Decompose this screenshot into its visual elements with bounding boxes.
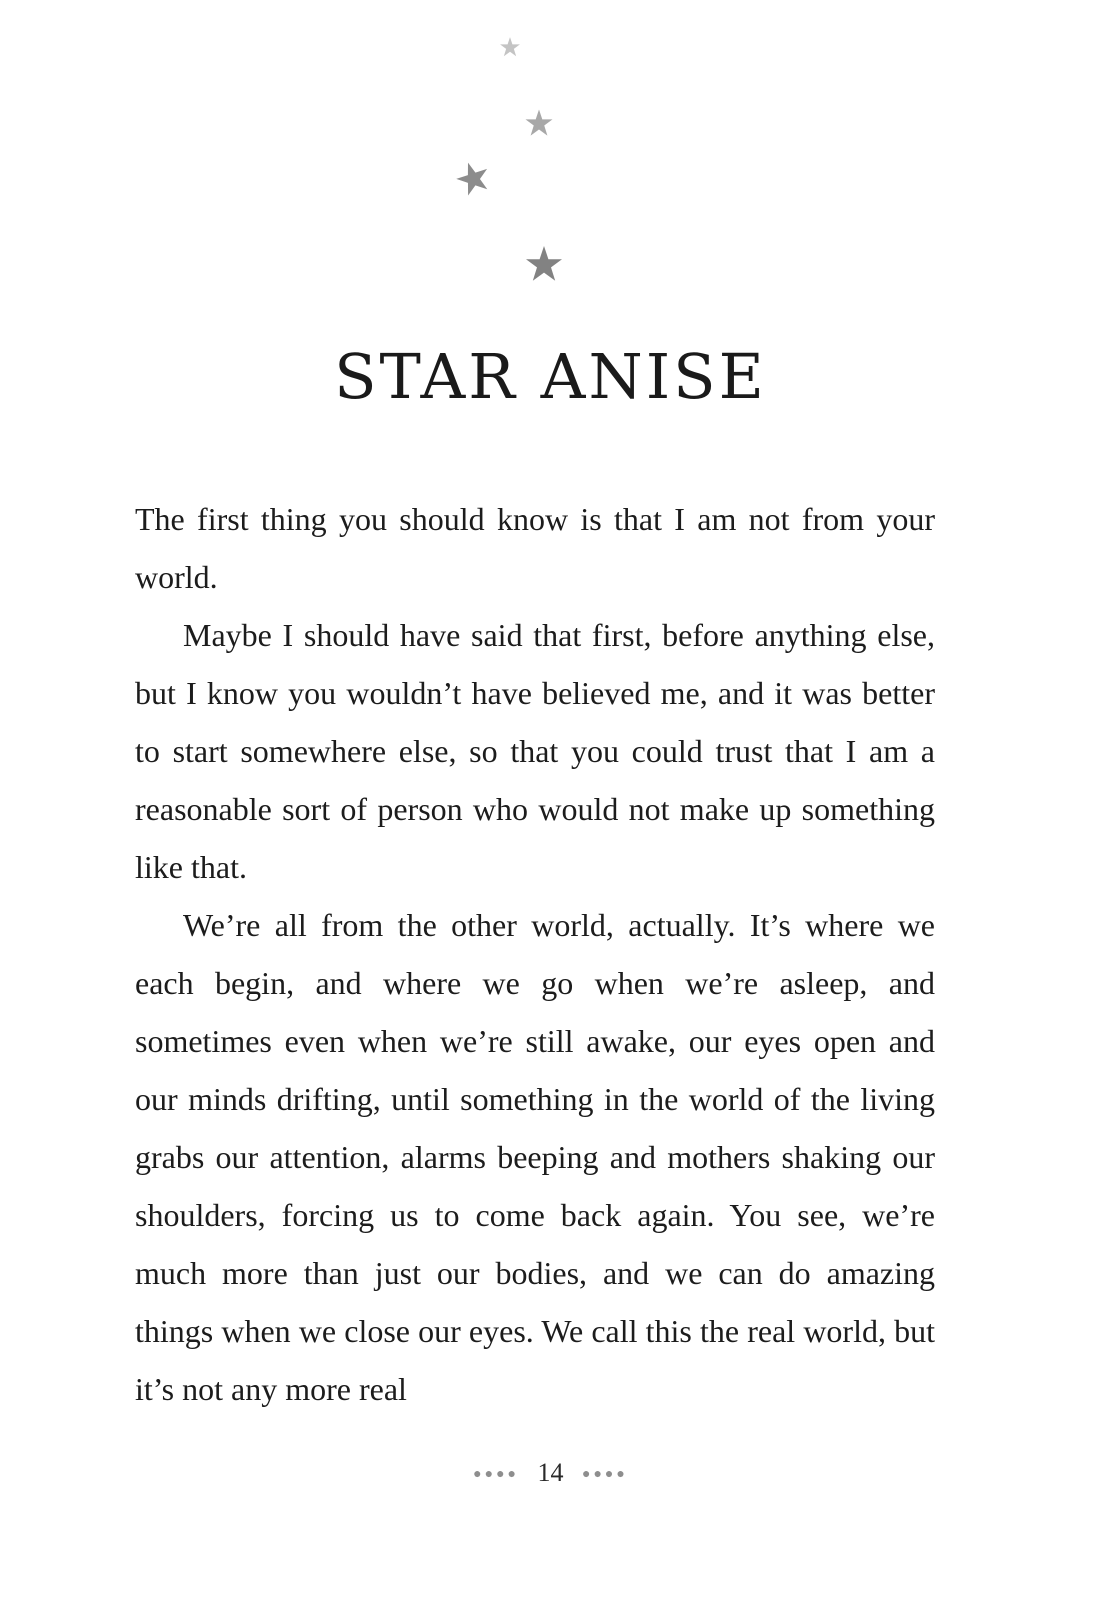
page-footer: [0, 1458, 1101, 1488]
folio-dots-left: ●●●●: [473, 1467, 519, 1483]
star-icon: [524, 108, 554, 138]
chapter-body: [135, 490, 935, 1418]
paragraph: Maybe I should have said that first, before anything else, but I know you wouldn’t have believed me, and it was better to start somewhere else, so that you could trust that I am a reasonable sort of person who would not make up something like that.: [135, 617, 935, 885]
folio-dots-right: ●●●●: [582, 1467, 628, 1483]
star-icon: [499, 36, 521, 58]
paragraph: The first thing you should know is that I am not from your world.: [135, 501, 935, 595]
paragraph: We’re all from the other world, actually. It’s where we each begin, and where we go when we’re asleep, and sometimes even when we’re still awake, our eyes open and our minds drifting, until something in the world of the living grabs our attention, alarms beeping and mothers shaking our shoulders, forcing us to come back again. You see, we’re much more than just our bodies, and we can do amazing things when we close our eyes. We call this the real world, but it’s not any more real: [135, 907, 935, 1407]
star-ornament: [0, 0, 1101, 320]
star-icon: [450, 155, 495, 200]
page-number: 14: [537, 1458, 564, 1487]
chapter-title: STAR ANISE: [334, 340, 767, 413]
star-icon: [524, 244, 564, 284]
